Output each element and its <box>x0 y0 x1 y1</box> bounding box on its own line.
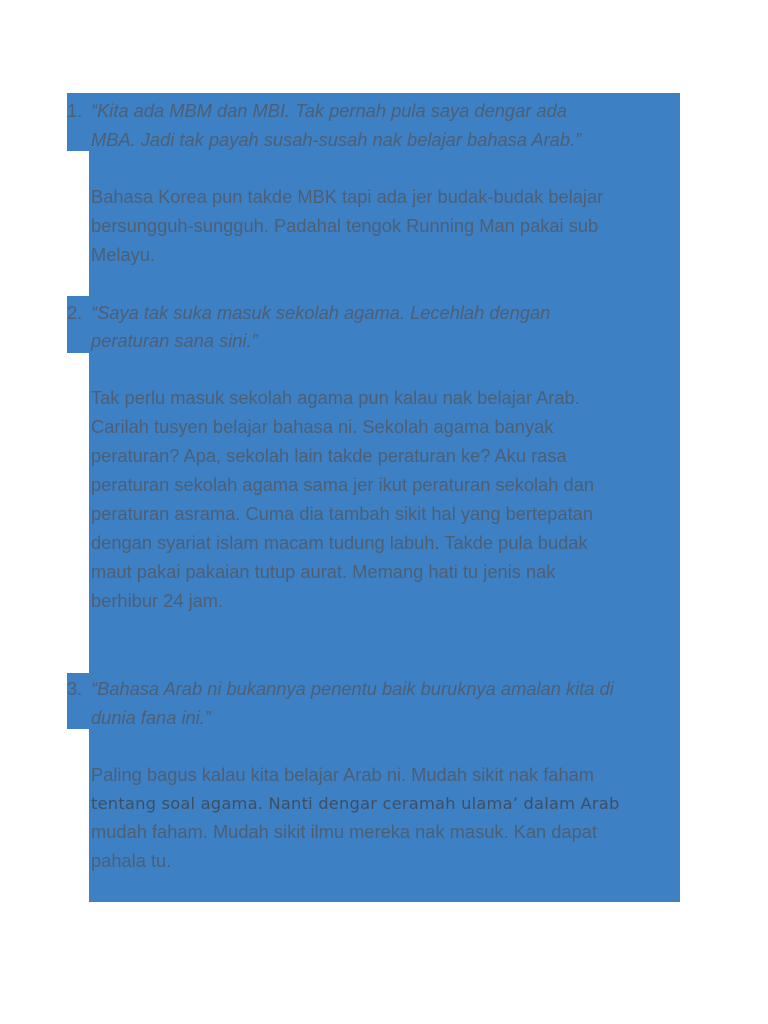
answer-2-line-1: Tak perlu masuk sekolah agama pun kalau nak belajar Arab. <box>91 387 580 408</box>
answer-2-line-4: peraturan sekolah agama sama jer ikut peraturan sekolah dan <box>91 474 595 495</box>
list-number-1: 1. <box>67 100 83 121</box>
answer-2-line-8: berhibur 24 jam. <box>91 590 224 611</box>
answer-2-line-5: peraturan asrama. Cuma dia tambah sikit hal yang bertepatan <box>91 503 594 524</box>
answer-3-line-1: Paling bagus kalau kita belajar Arab ni. Mudah sikit nak faham <box>91 764 595 785</box>
list-number-3: 3. <box>67 678 83 699</box>
answer-2-line-6: dengan syariat islam macam tudung labuh. Takde pula budak <box>91 532 588 553</box>
answer-3-line-4: pahala tu. <box>91 850 172 871</box>
quote-2-line-1: “Saya tak suka masuk sekolah agama. Lecehlah dengan <box>91 302 551 323</box>
answer-3-line-2: tentang soal agama. Nanti dengar ceramah ulama’ dalam Arab <box>91 794 620 813</box>
answer-3-line-3: mudah faham. Mudah sikit ilmu mereka nak masuk. Kan dapat <box>91 821 598 842</box>
quote-1-line-1: “Kita ada MBM dan MBI. Tak pernah pula saya dengar ada <box>91 100 567 121</box>
answer-1-line-3: Melayu. <box>91 244 156 265</box>
quote-2-line-2: peraturan sana sini.” <box>91 330 258 351</box>
quote-1-line-2: MBA. Jadi tak payah susah-susah nak belajar bahasa Arab.” <box>91 129 582 150</box>
answer-1-line-1: Bahasa Korea pun takde MBK tapi ada jer budak-budak belajar <box>91 186 604 207</box>
answer-1-line-2: bersungguh-sungguh. Padahal tengok Running Man pakai sub <box>91 215 599 236</box>
list-number-2: 2. <box>67 302 83 323</box>
quote-3-line-1: “Bahasa Arab ni bukannya penentu baik buruknya amalan kita di <box>91 678 614 699</box>
answer-2-line-7: maut pakai pakaian tutup aurat. Memang hati tu jenis nak <box>91 561 556 582</box>
answer-2-line-2: Carilah tusyen belajar bahasa ni. Sekolah agama banyak <box>91 416 554 437</box>
answer-2-line-3: peraturan? Apa, sekolah lain takde peraturan ke? Aku rasa <box>91 445 567 466</box>
quote-3-line-2: dunia fana ini.” <box>91 707 211 728</box>
